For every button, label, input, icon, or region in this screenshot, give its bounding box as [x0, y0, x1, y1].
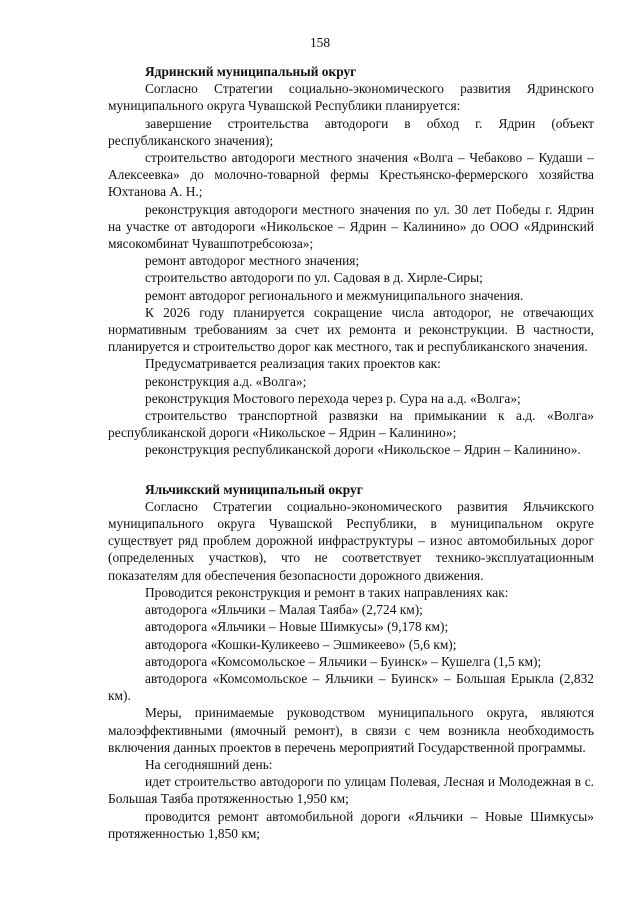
paragraph: Предусматривается реализация таких проектов как: — [145, 356, 441, 372]
paragraph: Меры, принимаемые руководством муниципального округа, являются малоэффективными (ямочный ремонт), в связи с чем возникла необходимость включения данных проектов в перечень мероприятий Государственной программы. — [108, 705, 594, 755]
paragraph: завершение строительства автодороги в обход г. Ядрин (объект республиканского значения); — [108, 115, 594, 148]
paragraph: К 2026 году планируется сокращение числа автодорог, не отвечающих нормативным требованиям за счет их ремонта и реконструкции. В частности, планируется и строительство дорог как местного, так и республиканского значения. — [108, 304, 594, 355]
paragraph: автодорога «Яльчики – Малая Таяба» (2,724 км); — [145, 602, 423, 618]
paragraph: реконструкция Мостового перехода через р. Сура на а.д. «Волга»; — [145, 390, 521, 406]
paragraph: строительство автодороги по ул. Садовая в д. Хирле-Сиры; — [145, 270, 483, 286]
paragraph: На сегодняшний день: — [145, 756, 273, 772]
paragraph: автодорога «Комсомольское – Яльчики – Буинск» – Кушелга (1,5 км); — [145, 653, 542, 669]
section-title: Яльчикский муниципальный округ — [145, 481, 363, 497]
section-spacer — [108, 459, 594, 481]
paragraph: реконструкция республиканской дороги «Никольское – Ядрин – Калинино». — [145, 442, 581, 458]
paragraph: Согласно Стратегии социально-экономического развития Яльчикского муниципального округа Чувашской Республики, в муниципальном округе существует ряд проблем дорожной инфраструктуры – износ автомобильных дорог (определенных участков), что не соответствует технико-эксплуатационным показателям для обеспечения безопасности дорожного движения. — [108, 498, 594, 583]
paragraph: автодорога «Кошки-Куликеево – Эшмикеево» (5,6 км); — [145, 636, 457, 652]
paragraph: проводится ремонт автомобильной дороги «Яльчики – Новые Шимкусы» протяженностью 1,850 км; — [108, 808, 594, 841]
paragraph: идет строительство автодороги по улицам Полевая, Лесная и Молодежная в с. Большая Таяба протяженностью 1,950 км; — [108, 774, 594, 807]
paragraph: ремонт автодорог регионального и межмуниципального значения. — [145, 287, 524, 303]
paragraph: реконструкция а.д. «Волга»; — [145, 373, 307, 389]
section-title: Ядринский муниципальный округ — [145, 64, 357, 79]
paragraph: автодорога «Комсомольское – Яльчики – Буинск» – Большая Ерыкла (2,832 км). — [108, 670, 594, 704]
paragraph: строительство транспортной развязки на примыкании к а.д. «Волга» республиканской дороги «Никольское – Ядрин – Калинино»; — [108, 408, 594, 441]
page-number: 158 — [309, 35, 331, 50]
paragraph: реконструкция автодороги местного значения по ул. 30 лет Победы г. Ядрин на участке от автодороги «Никольское – Ядрин – Калинино» до ООО «Ядринский мясокомбинат Чувашпотребсоюза»; — [108, 201, 594, 252]
paragraph: Проводится реконструкция и ремонт в таких направлениях как: — [145, 584, 509, 600]
document-body — [108, 63, 594, 842]
paragraph: ремонт автодорог местного значения; — [145, 253, 360, 269]
paragraph: автодорога «Яльчики – Новые Шимкусы» (9,178 км); — [145, 619, 449, 635]
paragraph: Согласно Стратегии социально-экономического развития Ядринского муниципального округа Чувашской Республики планируется: — [108, 81, 594, 114]
paragraph: строительство автодороги местного значения «Волга – Чебаково – Кудаши – Алексеевка» до молочно-товарной фермы Крестьянско-фермерского хозяйства Юхтанова А. Н.; — [108, 150, 594, 200]
